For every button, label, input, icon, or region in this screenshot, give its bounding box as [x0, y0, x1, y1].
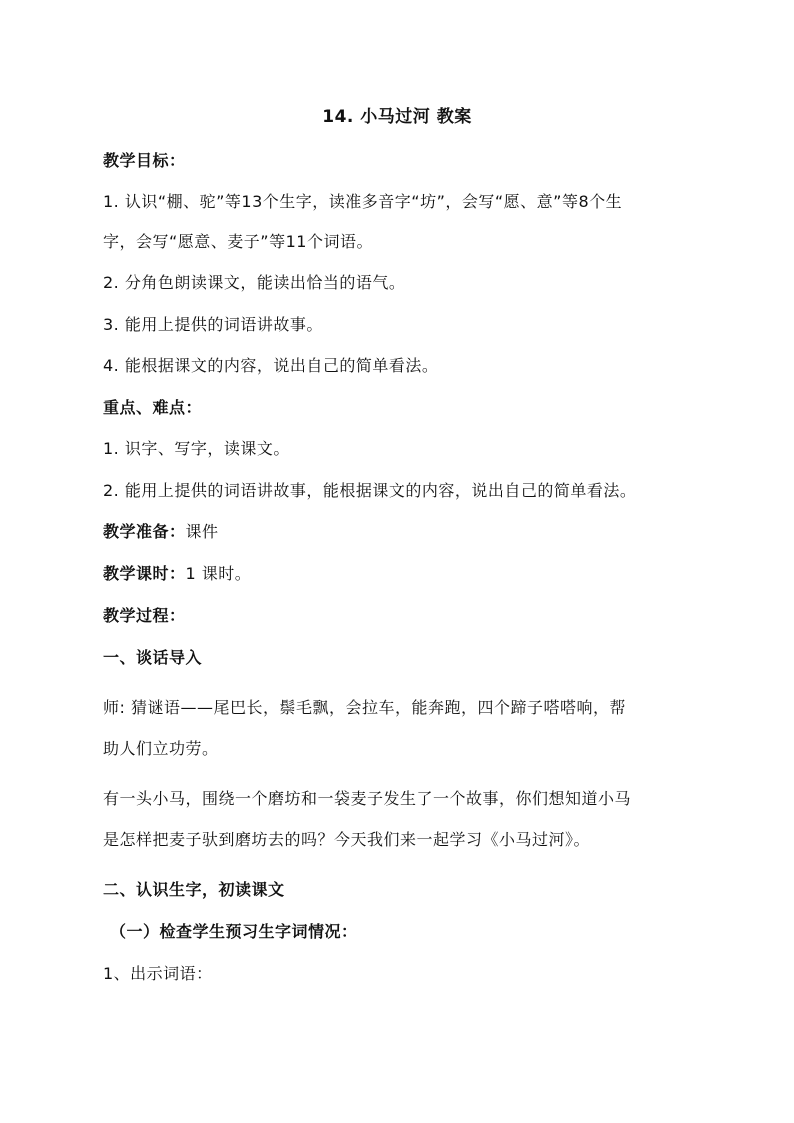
prep-value: 课件: [185, 522, 219, 541]
goal-line-2: 字，会写“愿意、麦子”等11个词语。: [103, 232, 373, 251]
goal-line-1: 1. 认识“棚、驼”等13个生字，读准多音字“坊”，会写“愿、意”等8个生: [103, 192, 623, 211]
prep-label: 教学准备：: [103, 522, 186, 541]
key-point-2: 2. 能用上提供的词语讲故事，能根据课文的内容，说出自己的简单看法。: [103, 481, 637, 500]
section1-paragraph-line-2: 助人们立功劳。: [103, 739, 219, 758]
prep-line: [103, 522, 219, 542]
hours-line: [103, 564, 251, 584]
key-point-1: 1. 识字、写字，读课文。: [103, 439, 290, 458]
hours-label: 教学课时：: [103, 564, 186, 583]
section1-heading: 一、谈话导入: [103, 648, 203, 667]
section1-paragraph-line-1: 师: 猜谜语——尾巴长，鬃毛飘，会拉车，能奔跑，四个蹄子嗒嗒响，帮: [103, 698, 626, 717]
hours-value: 1 课时。: [185, 564, 252, 583]
subsection1-heading: （一）检查学生预习生字词情况：: [110, 922, 358, 941]
goal-line-3: 2. 分角色朗读课文，能读出恰当的语气。: [103, 273, 406, 292]
item-1: 1、出示词语：: [103, 964, 213, 983]
section2-heading: 二、认识生字，初读课文: [103, 880, 285, 899]
section1-paragraph-line-4: 是怎样把麦子驮到磨坊去的吗？今天我们来一起学习《小马过河》。: [103, 830, 591, 849]
goals-heading: 教学目标：: [103, 151, 186, 170]
goal-line-5: 4. 能根据课文的内容，说出自己的简单看法。: [103, 356, 439, 375]
section1-paragraph-line-3: 有一头小马，围绕一个磨坊和一袋麦子发生了一个故事，你们想知道小马: [103, 789, 632, 808]
key-points-heading: 重点、难点：: [103, 398, 203, 417]
process-heading: 教学过程：: [103, 606, 186, 625]
goal-line-4: 3. 能用上提供的词语讲故事。: [103, 315, 323, 334]
document-title: 14. 小马过河 教案: [322, 107, 472, 127]
